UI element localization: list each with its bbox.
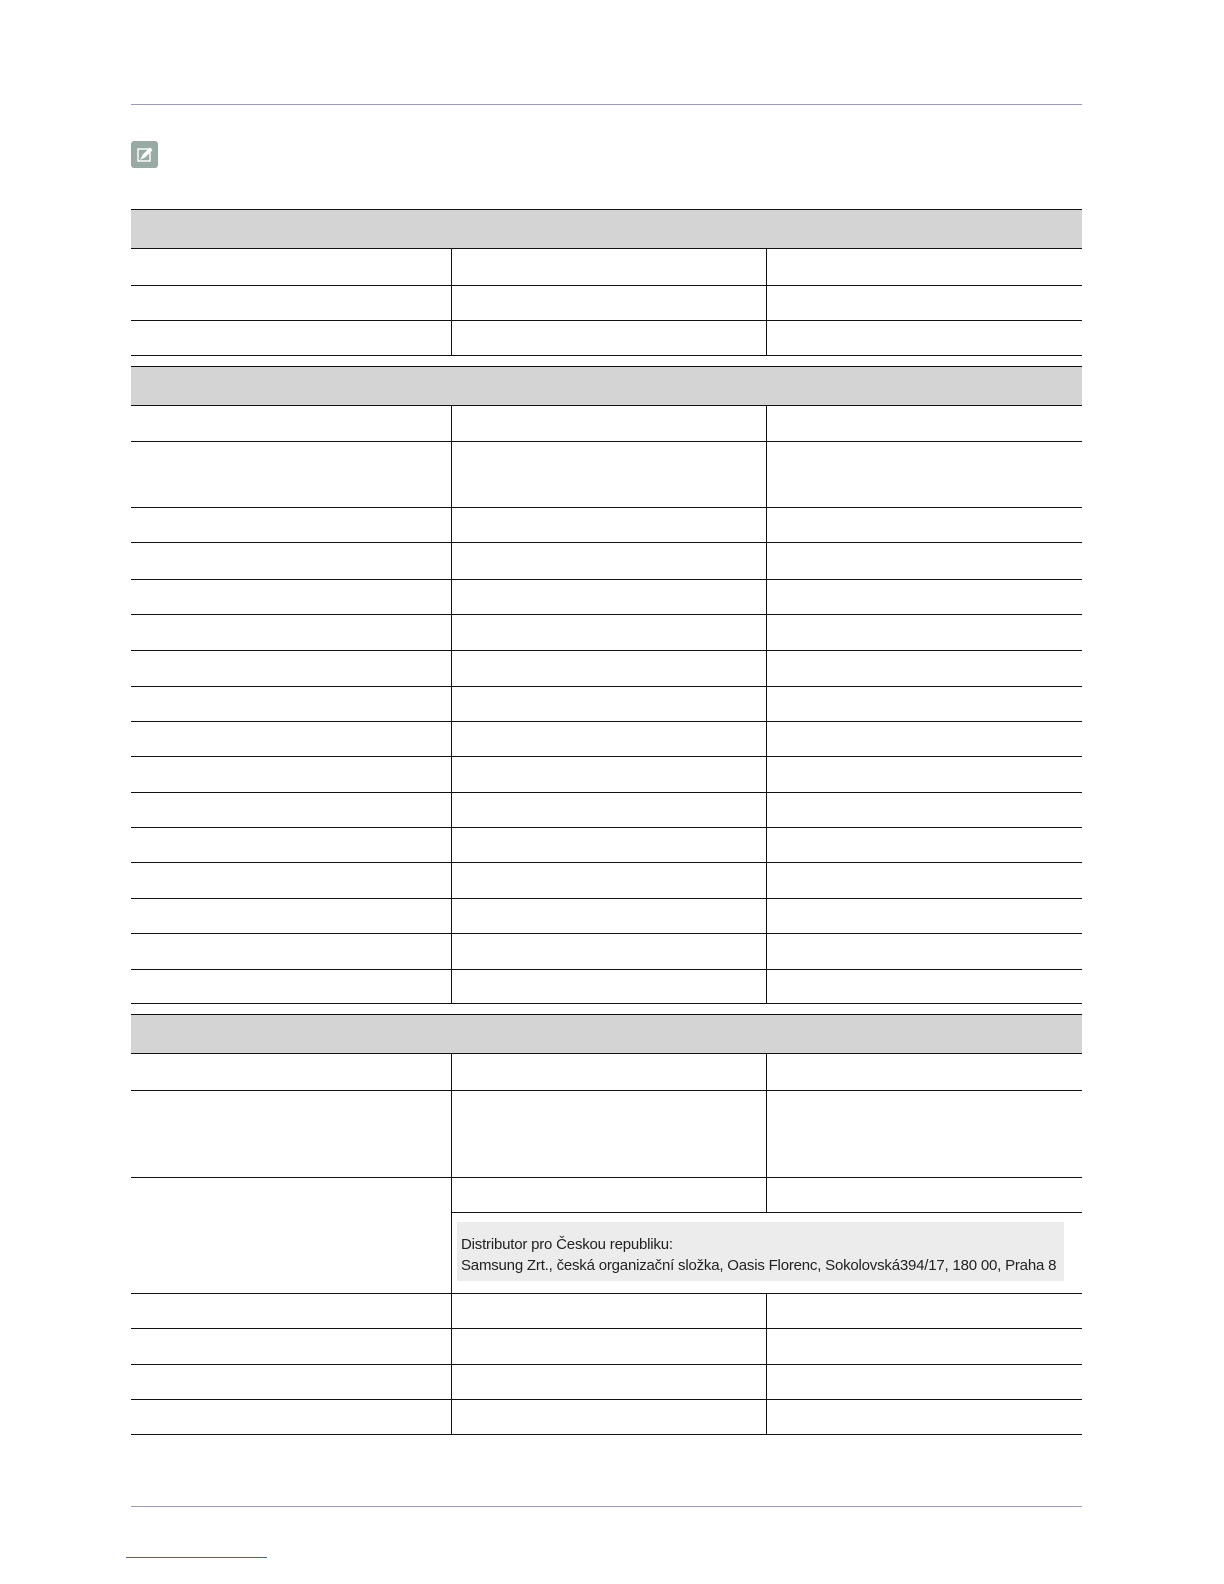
table-row-divider — [131, 862, 1082, 863]
pencil-icon — [131, 141, 158, 168]
table-row-divider — [131, 1328, 1082, 1329]
table-row-divider — [131, 320, 1082, 321]
column-divider — [766, 249, 767, 355]
column-divider — [451, 249, 452, 355]
column-divider — [451, 406, 452, 1003]
table-row-divider — [131, 507, 1082, 508]
distributor-line-1: Distributor pro Českou republiku: — [461, 1236, 673, 1253]
column-divider — [766, 1293, 767, 1434]
table-row-divider — [131, 1434, 1082, 1435]
table-row-divider — [131, 650, 1082, 651]
table-row-divider — [131, 756, 1082, 757]
table-row-divider — [131, 1177, 1082, 1178]
column-divider — [766, 406, 767, 1003]
table-row-divider — [131, 792, 1082, 793]
table-row-divider — [131, 355, 1082, 356]
column-divider — [451, 1054, 452, 1434]
page-bottom-rule — [131, 1506, 1082, 1507]
table-row-divider — [131, 721, 1082, 722]
table-row-divider — [131, 1399, 1082, 1400]
table-row-divider — [131, 1090, 1082, 1091]
column-divider — [766, 1054, 767, 1212]
page-top-rule — [131, 104, 1082, 105]
table-row-divider — [131, 933, 1082, 934]
table-row-divider — [131, 1003, 1082, 1004]
table-row-divider — [451, 1212, 1082, 1213]
table-row-divider — [131, 542, 1082, 543]
table-row-divider — [131, 686, 1082, 687]
section-header-3 — [131, 1014, 1082, 1054]
section-header-2 — [131, 366, 1082, 406]
distributor-line-2: Samsung Zrt., česká organizační složka, Oasis Florenc, Sokolovská394/17, 180 00, Praha 8 — [461, 1257, 1057, 1274]
table-row-divider — [131, 614, 1082, 615]
table-row-divider — [131, 969, 1082, 970]
table-row-divider — [131, 827, 1082, 828]
table-row-divider — [131, 898, 1082, 899]
table-row-divider — [131, 441, 1082, 442]
footer-link-underline[interactable] — [126, 1557, 267, 1558]
distributor-note — [457, 1222, 1064, 1281]
section-header-1 — [131, 209, 1082, 249]
table-row-divider — [131, 1364, 1082, 1365]
table-row-divider — [131, 1293, 1082, 1294]
table-row-divider — [131, 579, 1082, 580]
table-row-divider — [131, 285, 1082, 286]
